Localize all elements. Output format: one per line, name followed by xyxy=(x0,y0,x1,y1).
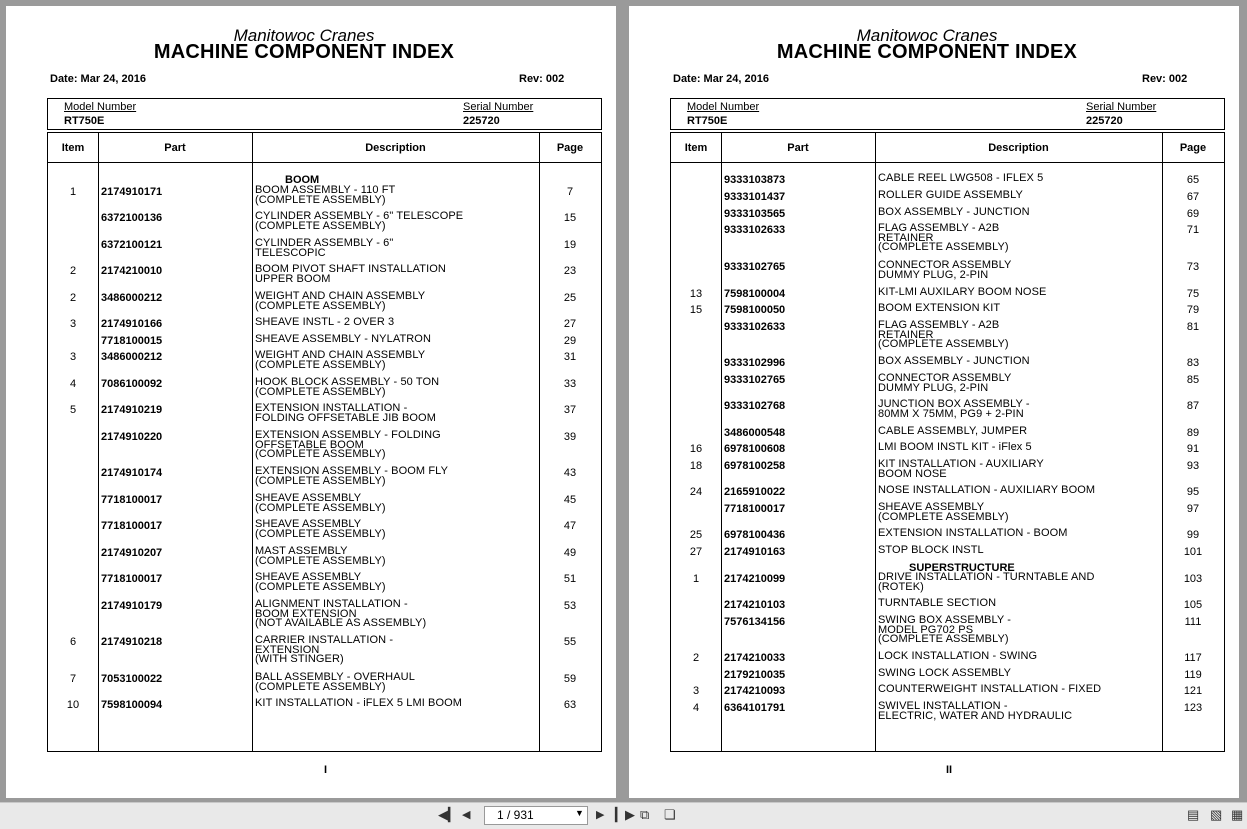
part-number-cell: 3486000212 xyxy=(101,351,163,363)
model-number-label: Model Number xyxy=(687,101,760,113)
page-cell: 43 xyxy=(563,467,577,479)
description-cell: CONNECTOR ASSEMBLY DUMMY PLUG, 2-PIN xyxy=(878,372,1012,394)
serial-number-value: 225720 xyxy=(1086,115,1123,127)
page-cell: 79 xyxy=(1186,304,1200,316)
page-cell: 63 xyxy=(563,699,577,711)
page-cell: 101 xyxy=(1183,546,1203,558)
serial-number-label: Serial Number xyxy=(1086,101,1157,113)
page-indicator: 1 / 931 xyxy=(497,808,534,822)
header-divider xyxy=(48,162,601,163)
page-cell: 75 xyxy=(1186,288,1200,300)
part-number-cell: 2174910218 xyxy=(101,636,163,648)
grid-view-icon[interactable]: ▦ xyxy=(1231,807,1244,822)
prev-page-icon[interactable]: ◀ xyxy=(462,809,471,821)
page-cell: 97 xyxy=(1186,503,1200,515)
page-cell: 69 xyxy=(1186,208,1200,220)
section-heading: SUPERSTRUCTURE xyxy=(909,562,1015,574)
description-cell: BOOM PIVOT SHAFT INSTALLATION UPPER BOOM xyxy=(255,263,446,285)
item-cell: 13 xyxy=(689,288,703,300)
column-header-item: Item xyxy=(61,142,85,154)
page-cell: 71 xyxy=(1186,224,1200,236)
description-cell: SHEAVE ASSEMBLY (COMPLETE ASSEMBLY) xyxy=(255,518,386,540)
page-cell: 55 xyxy=(563,636,577,648)
description-cell: TURNTABLE SECTION xyxy=(878,597,997,609)
date-label: Date: Mar 24, 2016 xyxy=(50,73,146,85)
column-header-page: Page xyxy=(1179,142,1207,154)
column-header-description: Description xyxy=(988,142,1049,154)
model-number-value: RT750E xyxy=(64,115,105,127)
part-number-cell: 9333102996 xyxy=(724,357,786,369)
description-cell: SHEAVE ASSEMBLY (COMPLETE ASSEMBLY) xyxy=(255,492,386,514)
part-number-cell: 7576134156 xyxy=(724,616,786,628)
column-header-description: Description xyxy=(365,142,426,154)
part-number-cell: 2174910220 xyxy=(101,431,163,443)
page-cell: 49 xyxy=(563,547,577,559)
page-cell: 45 xyxy=(563,494,577,506)
description-cell: BALL ASSEMBLY - OVERHAUL (COMPLETE ASSEMBLY) xyxy=(255,671,415,693)
part-number-cell: 3486000548 xyxy=(724,427,786,439)
part-number-cell: 2174910171 xyxy=(101,186,163,198)
description-cell: SWING BOX ASSEMBLY - MODEL PG702 PS (COMPLETE ASSEMBLY) xyxy=(878,614,1012,646)
brand-name: Manitowoc Cranes xyxy=(233,26,375,45)
description-cell: KIT INSTALLATION - AUXILIARY BOOM NOSE xyxy=(878,458,1044,480)
component-index-table xyxy=(670,132,1225,752)
description-cell: CYLINDER ASSEMBLY - 6" TELESCOPE (COMPLETE ASSEMBLY) xyxy=(255,210,464,232)
page-cell: 23 xyxy=(563,265,577,277)
page-cell: 73 xyxy=(1186,261,1200,273)
part-number-cell: 7053100022 xyxy=(101,673,163,685)
description-cell: STOP BLOCK INSTL xyxy=(878,544,984,556)
page-cell: 53 xyxy=(563,600,577,612)
page-cell: 91 xyxy=(1186,443,1200,455)
part-number-cell: 7598100050 xyxy=(724,304,786,316)
description-cell: BOOM ASSEMBLY - 110 FT (COMPLETE ASSEMBLY) xyxy=(255,184,396,206)
part-number-cell: 6372100121 xyxy=(101,239,163,251)
part-number-cell: 9333102768 xyxy=(724,400,786,412)
model-number-label: Model Number xyxy=(64,101,137,113)
page-cell: 29 xyxy=(563,335,577,347)
description-cell: CABLE ASSEMBLY, JUMPER xyxy=(878,425,1028,437)
brand-name: Manitowoc Cranes xyxy=(856,26,998,45)
item-cell: 1 xyxy=(692,573,700,585)
part-number-cell: 7718100017 xyxy=(101,573,163,585)
item-cell: 4 xyxy=(692,702,700,714)
page-cell: 51 xyxy=(563,573,577,585)
description-cell: MAST ASSEMBLY (COMPLETE ASSEMBLY) xyxy=(255,545,386,567)
part-number-cell: 9333102633 xyxy=(724,321,786,333)
description-cell: EXTENSION ASSEMBLY - FOLDING OFFSETABLE BOOM (COMPLETE ASSEMBLY) xyxy=(255,429,441,461)
part-number-cell: 9333102633 xyxy=(724,224,786,236)
description-cell: SWING LOCK ASSEMBLY xyxy=(878,667,1012,679)
description-cell: EXTENSION INSTALLATION - FOLDING OFFSETABLE JIB BOOM xyxy=(255,402,436,424)
page-cell: 37 xyxy=(563,404,577,416)
description-cell: BOX ASSEMBLY - JUNCTION xyxy=(878,206,1030,218)
part-number-cell: 2179210035 xyxy=(724,669,786,681)
part-number-cell: 2174210010 xyxy=(101,265,163,277)
last-page-icon[interactable]: ▎▶ xyxy=(615,807,635,822)
revision-label: Rev: 002 xyxy=(519,73,565,85)
description-cell: ROLLER GUIDE ASSEMBLY xyxy=(878,189,1023,201)
first-page-icon[interactable]: ◀▎ xyxy=(438,807,458,822)
description-cell: SWIVEL INSTALLATION - ELECTRIC, WATER AND HYDRAULIC xyxy=(878,700,1073,722)
item-cell: 3 xyxy=(692,685,700,697)
document-page-right xyxy=(629,6,1239,798)
item-cell: 2 xyxy=(692,652,700,664)
page-cell: 81 xyxy=(1186,321,1200,333)
page-cell: 99 xyxy=(1186,529,1200,541)
page-title: MACHINE COMPONENT INDEX xyxy=(153,41,455,63)
copy-icon[interactable]: ❏ xyxy=(664,807,676,822)
column-header-item: Item xyxy=(684,142,708,154)
page-cell: 105 xyxy=(1183,599,1203,611)
description-cell: EXTENSION INSTALLATION - BOOM xyxy=(878,527,1068,539)
page-cell: 15 xyxy=(563,212,577,224)
viewer-toolbar xyxy=(0,802,1247,829)
part-number-cell: 9333101437 xyxy=(724,191,786,203)
page-cell: 27 xyxy=(563,318,577,330)
page-cell: 19 xyxy=(563,239,577,251)
page-number-roman: II xyxy=(946,764,953,776)
description-cell: SHEAVE ASSEMBLY (COMPLETE ASSEMBLY) xyxy=(255,571,386,593)
description-cell: DRIVE INSTALLATION - TURNTABLE AND (ROTEK) xyxy=(878,571,1095,593)
page-number-roman: I xyxy=(324,764,328,776)
item-cell: 7 xyxy=(69,673,77,685)
item-cell: 6 xyxy=(69,636,77,648)
description-cell: CYLINDER ASSEMBLY - 6" TELESCOPIC xyxy=(255,237,394,259)
description-cell: LMI BOOM INSTL KIT - iFlex 5 xyxy=(878,441,1032,453)
description-cell: KIT-LMI AUXILARY BOOM NOSE xyxy=(878,286,1047,298)
part-number-cell: 2174210093 xyxy=(724,685,786,697)
part-number-cell: 2174910179 xyxy=(101,600,163,612)
page-cell: 93 xyxy=(1186,460,1200,472)
page-cell: 39 xyxy=(563,431,577,443)
page-cell: 89 xyxy=(1186,427,1200,439)
description-cell: LOCK INSTALLATION - SWING xyxy=(878,650,1038,662)
item-cell: 5 xyxy=(69,404,77,416)
page-cell: 67 xyxy=(1186,191,1200,203)
item-cell: 15 xyxy=(689,304,703,316)
description-cell: CABLE REEL LWG508 - IFLEX 5 xyxy=(878,172,1044,184)
part-number-cell: 7718100017 xyxy=(101,494,163,506)
item-cell: 3 xyxy=(69,318,77,330)
serial-number-label: Serial Number xyxy=(463,101,534,113)
page-cell: 65 xyxy=(1186,174,1200,186)
description-cell: NOSE INSTALLATION - AUXILIARY BOOM xyxy=(878,484,1096,496)
item-cell: 4 xyxy=(69,378,77,390)
page-cell: 87 xyxy=(1186,400,1200,412)
description-cell: SHEAVE ASSEMBLY (COMPLETE ASSEMBLY) xyxy=(878,501,1009,523)
part-number-cell: 6364101791 xyxy=(724,702,786,714)
column-divider xyxy=(875,133,876,751)
description-cell: WEIGHT AND CHAIN ASSEMBLY (COMPLETE ASSEMBLY) xyxy=(255,290,426,312)
item-cell: 2 xyxy=(69,292,77,304)
description-cell: BOX ASSEMBLY - JUNCTION xyxy=(878,355,1030,367)
item-cell: 24 xyxy=(689,486,703,498)
description-cell: ALIGNMENT INSTALLATION - BOOM EXTENSION (NOT AVAILABLE AS ASSEMBLY) xyxy=(255,598,427,630)
part-number-cell: 2174210099 xyxy=(724,573,786,585)
page-cell: 123 xyxy=(1183,702,1203,714)
single-page-view-icon[interactable]: ▤ xyxy=(1187,807,1200,822)
description-cell: WEIGHT AND CHAIN ASSEMBLY (COMPLETE ASSEMBLY) xyxy=(255,349,426,371)
serial-number-value: 225720 xyxy=(463,115,500,127)
part-number-cell: 2174910219 xyxy=(101,404,163,416)
column-header-page: Page xyxy=(556,142,584,154)
description-cell: CARRIER INSTALLATION - EXTENSION (WITH STINGER) xyxy=(255,634,394,666)
page-cell: 83 xyxy=(1186,357,1200,369)
part-number-cell: 9333103565 xyxy=(724,208,786,220)
document-page-left xyxy=(6,6,616,798)
chevron-down-icon[interactable]: ▼ xyxy=(575,808,584,818)
item-cell: 25 xyxy=(689,529,703,541)
model-info-box xyxy=(670,98,1225,130)
page-cell: 25 xyxy=(563,292,577,304)
item-cell: 10 xyxy=(66,699,80,711)
part-number-cell: 2174210033 xyxy=(724,652,786,664)
part-number-cell: 2174910174 xyxy=(101,467,163,479)
model-info-box xyxy=(47,98,602,130)
page-cell: 7 xyxy=(566,186,574,198)
part-number-cell: 6978100608 xyxy=(724,443,786,455)
item-cell: 3 xyxy=(69,351,77,363)
rotate-icon[interactable]: ⧉ xyxy=(640,807,650,822)
description-cell: JUNCTION BOX ASSEMBLY - 80MM X 75MM, PG9 + 2-PIN xyxy=(878,398,1030,420)
page-cell: 117 xyxy=(1184,652,1202,664)
page-cell: 59 xyxy=(563,673,577,685)
description-cell: FLAG ASSEMBLY - A2B RETAINER (COMPLETE ASSEMBLY) xyxy=(878,319,1009,351)
description-cell: HOOK BLOCK ASSEMBLY - 50 TON (COMPLETE ASSEMBLY) xyxy=(255,376,440,398)
description-cell: SHEAVE INSTL - 2 OVER 3 xyxy=(255,316,395,328)
description-cell: BOOM EXTENSION KIT xyxy=(878,302,1001,314)
item-cell: 16 xyxy=(689,443,703,455)
page-number-field[interactable] xyxy=(484,806,588,825)
item-cell: 1 xyxy=(69,186,77,198)
part-number-cell: 3486000212 xyxy=(101,292,163,304)
part-number-cell: 2174210103 xyxy=(724,599,786,611)
part-number-cell: 7718100017 xyxy=(101,520,163,532)
page-cell: 121 xyxy=(1183,685,1203,697)
item-cell: 2 xyxy=(69,265,77,277)
part-number-cell: 6978100258 xyxy=(724,460,786,472)
revision-label: Rev: 002 xyxy=(1142,73,1188,85)
description-cell: CONNECTOR ASSEMBLY DUMMY PLUG, 2-PIN xyxy=(878,259,1012,281)
page-cell: 119 xyxy=(1184,669,1202,681)
part-number-cell: 7598100094 xyxy=(101,699,163,711)
column-divider xyxy=(721,133,722,751)
part-number-cell: 2174910207 xyxy=(101,547,163,559)
part-number-cell: 7718100017 xyxy=(724,503,786,515)
part-number-cell: 9333102765 xyxy=(724,261,786,273)
part-number-cell: 6372100136 xyxy=(101,212,163,224)
description-cell: SHEAVE ASSEMBLY - NYLATRON xyxy=(255,333,432,345)
page-cell: 111 xyxy=(1184,616,1202,628)
part-number-cell: 2174910166 xyxy=(101,318,163,330)
description-cell: KIT INSTALLATION - iFLEX 5 LMI BOOM xyxy=(255,697,463,709)
column-divider xyxy=(252,133,253,751)
column-header-part: Part xyxy=(787,142,809,154)
component-index-table xyxy=(47,132,602,752)
page-cell: 33 xyxy=(563,378,577,390)
model-number-value: RT750E xyxy=(687,115,728,127)
next-page-icon[interactable]: ▶ xyxy=(596,809,605,821)
description-cell: EXTENSION ASSEMBLY - BOOM FLY (COMPLETE ASSEMBLY) xyxy=(255,465,449,487)
page-cell: 85 xyxy=(1186,374,1200,386)
description-cell: COUNTERWEIGHT INSTALLATION - FIXED xyxy=(878,683,1102,695)
part-number-cell: 7086100092 xyxy=(101,378,163,390)
page-cell: 47 xyxy=(563,520,577,532)
description-cell: FLAG ASSEMBLY - A2B RETAINER (COMPLETE ASSEMBLY) xyxy=(878,222,1009,254)
part-number-cell: 7718100015 xyxy=(101,335,163,347)
column-divider xyxy=(98,133,99,751)
page-title: MACHINE COMPONENT INDEX xyxy=(776,41,1078,63)
double-page-view-icon[interactable]: ▧ xyxy=(1210,807,1223,822)
part-number-cell: 7598100004 xyxy=(724,288,786,300)
page-cell: 103 xyxy=(1183,573,1203,585)
part-number-cell: 9333102765 xyxy=(724,374,786,386)
part-number-cell: 2165910022 xyxy=(724,486,786,498)
header-divider xyxy=(671,162,1224,163)
date-label: Date: Mar 24, 2016 xyxy=(673,73,769,85)
part-number-cell: 2174910163 xyxy=(724,546,786,558)
page-cell: 95 xyxy=(1186,486,1200,498)
section-heading: BOOM xyxy=(285,174,320,186)
part-number-cell: 9333103873 xyxy=(724,174,786,186)
column-header-part: Part xyxy=(164,142,186,154)
item-cell: 27 xyxy=(689,546,703,558)
item-cell: 18 xyxy=(689,460,703,472)
part-number-cell: 6978100436 xyxy=(724,529,786,541)
page-cell: 31 xyxy=(563,351,577,363)
